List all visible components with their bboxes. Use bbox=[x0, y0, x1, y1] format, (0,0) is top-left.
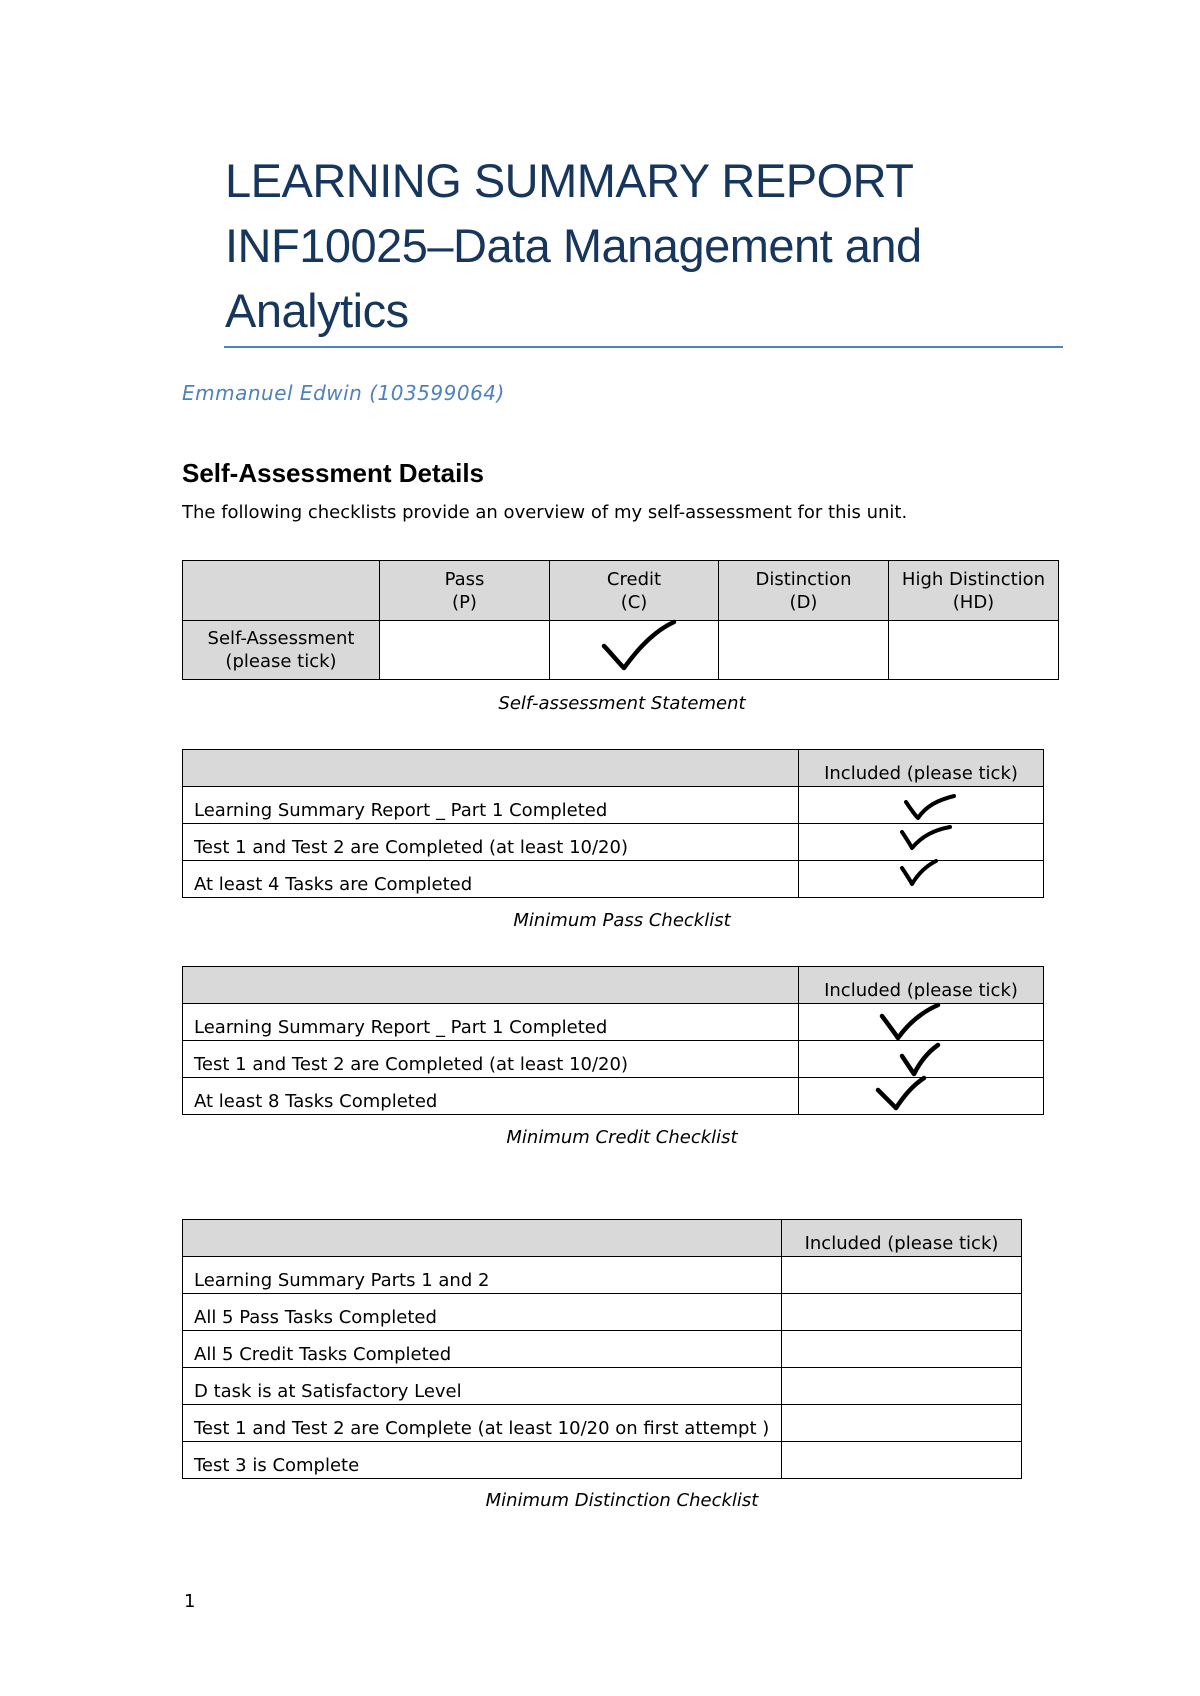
section-heading: Self-Assessment Details bbox=[182, 458, 485, 488]
report-title bbox=[225, 148, 1065, 343]
checklist-item-label: All 5 Pass Tasks Completed bbox=[183, 1294, 782, 1331]
checklist-item-label: Test 1 and Test 2 are Completed (at least 10/20) bbox=[183, 824, 799, 861]
self-assessment-row-label bbox=[183, 621, 380, 680]
checkmark-icon bbox=[898, 1042, 942, 1078]
row-label-line: (please tick) bbox=[225, 651, 337, 672]
checklist-item-label: Test 3 is Complete bbox=[183, 1442, 782, 1479]
checklist-item-label: Learning Summary Report _ Part 1 Completed bbox=[183, 1004, 799, 1041]
table-caption: Minimum Distinction Checklist bbox=[485, 1490, 759, 1511]
checklist-item-label: D task is at Satisfactory Level bbox=[183, 1368, 782, 1405]
empty-header-cell bbox=[183, 561, 380, 621]
grade-name: Distinction bbox=[755, 568, 852, 590]
title-line: INF10025–Data Management and bbox=[225, 219, 922, 272]
page-number: 1 bbox=[184, 1591, 196, 1612]
grade-name: Pass bbox=[444, 568, 485, 590]
grade-name: Credit bbox=[606, 568, 662, 590]
checkmark-icon bbox=[902, 792, 958, 822]
tick-cell-pass[interactable] bbox=[380, 621, 550, 680]
included-column-header: Included (please tick) bbox=[799, 967, 1044, 1004]
author-name: Emmanuel Edwin (103599064) bbox=[182, 381, 505, 405]
checkmark-icon bbox=[874, 1074, 928, 1112]
table-caption: Minimum Pass Checklist bbox=[513, 910, 731, 931]
grade-abbr: (P) bbox=[452, 591, 477, 613]
checklist-tick-cell[interactable] bbox=[782, 1257, 1022, 1294]
distinction-checklist-table bbox=[182, 1219, 1022, 1479]
checklist-item-label: Learning Summary Parts 1 and 2 bbox=[183, 1257, 782, 1294]
table-caption: Minimum Credit Checklist bbox=[506, 1127, 738, 1148]
checklist-tick-cell[interactable] bbox=[782, 1294, 1022, 1331]
checklist-item-label: At least 8 Tasks Completed bbox=[183, 1078, 799, 1115]
checklist-item-label: At least 4 Tasks are Completed bbox=[183, 861, 799, 898]
empty-header-cell bbox=[183, 750, 799, 787]
title-line: LEARNING SUMMARY REPORT bbox=[225, 154, 914, 207]
checklist-item-label: All 5 Credit Tasks Completed bbox=[183, 1331, 782, 1368]
empty-header-cell bbox=[183, 967, 799, 1004]
tick-cell-distinction[interactable] bbox=[719, 621, 889, 680]
checklist-tick-cell[interactable] bbox=[782, 1442, 1022, 1479]
tick-cell-high-distinction[interactable] bbox=[889, 621, 1059, 680]
grade-abbr: (C) bbox=[620, 591, 648, 613]
intro-text: The following checklists provide an overview of my self-assessment for this unit. bbox=[182, 502, 908, 523]
grade-abbr: (D) bbox=[789, 591, 818, 613]
checklist-item-label: Learning Summary Report _ Part 1 Completed bbox=[183, 787, 799, 824]
checkmark-icon bbox=[898, 824, 954, 854]
title-divider bbox=[224, 346, 1063, 348]
checklist-item-label: Test 1 and Test 2 are Complete (at least 10/20 on first attempt ) bbox=[183, 1405, 782, 1442]
grade-header-distinction bbox=[719, 561, 889, 621]
checkmark-icon bbox=[898, 858, 942, 888]
title-line: Analytics bbox=[225, 284, 409, 337]
grade-header-pass bbox=[380, 561, 550, 621]
grade-header-high-distinction bbox=[889, 561, 1059, 621]
checkmark-icon bbox=[878, 1002, 942, 1042]
checklist-tick-cell[interactable] bbox=[782, 1405, 1022, 1442]
table-caption: Self-assessment Statement bbox=[498, 693, 746, 714]
checklist-item-label: Test 1 and Test 2 are Completed (at least 10/20) bbox=[183, 1041, 799, 1078]
row-label-line: Self-Assessment bbox=[207, 628, 355, 649]
grade-header-credit bbox=[550, 561, 719, 621]
included-column-header: Included (please tick) bbox=[782, 1220, 1022, 1257]
included-column-header: Included (please tick) bbox=[799, 750, 1044, 787]
grade-abbr: (HD) bbox=[952, 591, 995, 613]
grade-name: High Distinction bbox=[901, 568, 1046, 590]
checkmark-icon bbox=[600, 618, 680, 674]
checklist-tick-cell[interactable] bbox=[782, 1331, 1022, 1368]
checklist-tick-cell[interactable] bbox=[782, 1368, 1022, 1405]
empty-header-cell bbox=[183, 1220, 782, 1257]
